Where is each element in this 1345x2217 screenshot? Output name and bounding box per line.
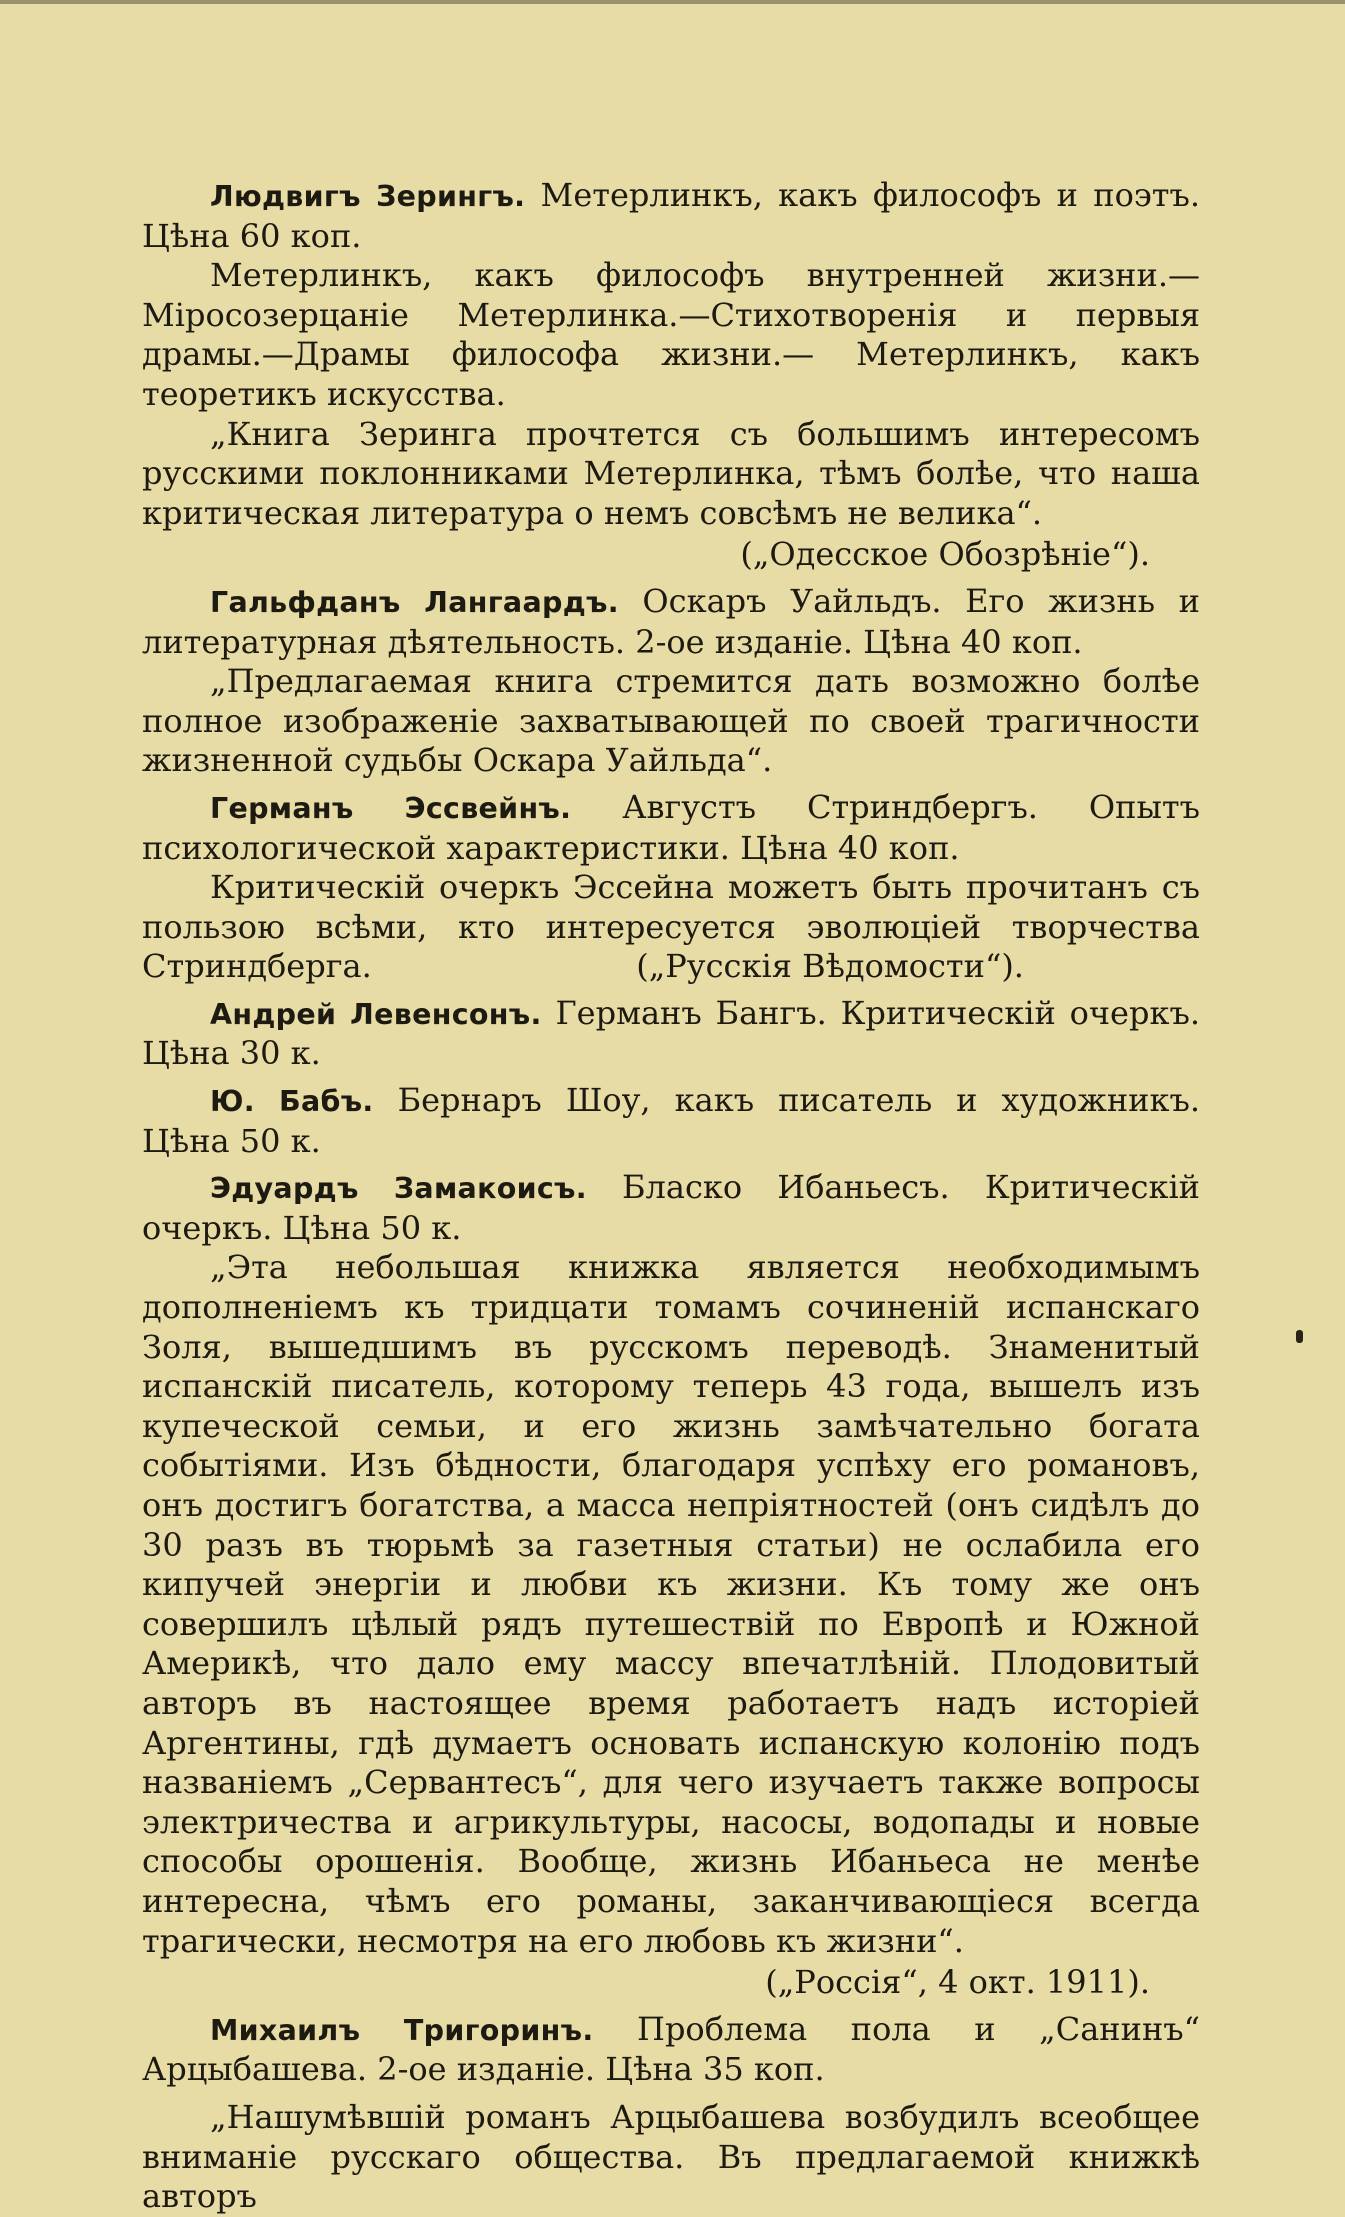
- author-name: Людвигъ Зерингъ.: [210, 180, 526, 213]
- entry-heading: [142, 2010, 1200, 2090]
- entry-bab: [142, 1081, 1200, 1161]
- book-title: Августъ Стриндбергъ. Опытъ психологической характеристики. Цѣна 40 коп.: [142, 787, 1200, 867]
- author-name: Гальфданъ Лангаардъ.: [210, 585, 619, 619]
- review-quote: „Предлагаемая книга стремится дать возможно болѣе полное изображеніе захватывающей по своей трагичности жизненной судьбы Оскара Уайльда“.: [142, 662, 1200, 780]
- entry-zering: [142, 176, 1200, 575]
- book-title: Проблема пола и „Санинъ“ Арцыбашева. 2-ое изданіе. Цѣна 35 коп.: [142, 2009, 1201, 2089]
- entry-esswein: [142, 787, 1211, 987]
- review-quote: „Эта небольшая книжка является необходимымъ дополненіемъ къ тридцати томамъ сочиненій испанскаго Золя, вышедшимъ въ русскомъ переводѣ. Знаменитый испанскій писатель, которому теперь 43 года, вышелъ изъ купеческой семьи, и его жизнь замѣчательно богата событіями. Изъ бѣдности, благодаря успѣху его романовъ, онъ достигъ богатства, а масса непріятностей (онъ сидѣлъ до 30 разъ въ тюрьмѣ за газетныя статьи) не ослабила его кипучей энергіи и любви къ жизни. Къ тому же онъ совершилъ цѣлый рядъ путешествій по Европѣ и Южной Америкѣ, что дало ему массу впечатлѣній. Плодовитый авторъ въ настоящее время работаетъ надъ исторіей Аргентины, гдѣ думаетъ основать испанскую колонію подъ названіемъ „Сервантесъ“, для чего изучаетъ также вопросы электричества и агрикультуры, насосы, водопады и новые способы орошенія. Вообще, жизнь Ибаньеса не менѣе интересна, чѣмъ его романы, заканчивающіеся всегда трагически, несмотря на его любовь къ жизни“.: [142, 1248, 1200, 1960]
- review-quote: „Нашумѣвшій романъ Арцыбашева возбудилъ всеобщее вниманіе русскаго общества. Въ предлагаемой книжкѣ авторъ: [142, 2097, 1200, 2216]
- review-quote: Критическій очеркъ Эссейна можетъ быть прочитанъ съ пользою всѣми, кто интересуется эволюціей творчества Стриндберга. („Русскія Вѣдомости“).: [142, 868, 1211, 986]
- author-name: Ю. Бабъ.: [210, 1085, 374, 1119]
- book-title: Германъ Бангъ. Критическій очеркъ. Цѣна 30 к.: [142, 993, 1201, 1073]
- page-top-edge: [0, 0, 1345, 4]
- entry-zamacois: [142, 1168, 1200, 2002]
- author-name: Германъ Эссвейнъ.: [210, 791, 572, 825]
- entry-heading: [142, 788, 1200, 868]
- entry-heading: [142, 994, 1200, 1074]
- entry-trigorin: [142, 2010, 1200, 2217]
- review-quote: „Книга Зеринга прочтется съ большимъ интересомъ русскими поклонниками Метерлинка, тѣмъ болѣе, что наша критическая литература о немъ совсѣмъ не велика“.: [142, 414, 1200, 532]
- review-source: („Россія“, 4 окт. 1911).: [765, 1963, 1150, 2002]
- ink-speck: [1296, 1330, 1303, 1343]
- entry-heading: [142, 1168, 1200, 1248]
- review-source: („Одесское Обозрѣніе“).: [740, 535, 1150, 574]
- entry-langaard: [142, 582, 1200, 781]
- book-advertisement-page: [142, 176, 1211, 2217]
- entry-heading: [142, 1081, 1200, 1161]
- author-name: Михаилъ Тригоринъ.: [210, 2013, 594, 2047]
- book-title: Бласко Ибаньесъ. Критическій очеркъ. Цѣна 50 к.: [142, 1168, 1201, 1247]
- book-title: Метерлинкъ, какъ философъ и поэтъ. Цѣна 60 коп.: [142, 176, 1201, 255]
- book-title: Оскаръ Уайльдъ. Его жизнь и литературная дѣятельность. 2-ое изданіе. Цѣна 40 коп.: [142, 581, 1200, 661]
- author-name: Андрей Левенсонъ.: [210, 997, 542, 1031]
- description-paragraph: Метерлинкъ, какъ философъ внутренней жизни.—Міросозерцаніе Метерлинка.—Стихотворенія и первыя драмы.—Драмы философа жизни.— Метерлинкъ, какъ теоретикъ искусства.: [142, 256, 1200, 413]
- author-name: Эдуардъ Замакоисъ.: [210, 1172, 587, 1206]
- book-title: Бернаръ Шоу, какъ писатель и художникъ. Цѣна 50 к.: [142, 1081, 1200, 1160]
- entry-heading: [142, 582, 1200, 662]
- entry-heading: [142, 176, 1200, 256]
- entry-levenson: [142, 994, 1200, 1074]
